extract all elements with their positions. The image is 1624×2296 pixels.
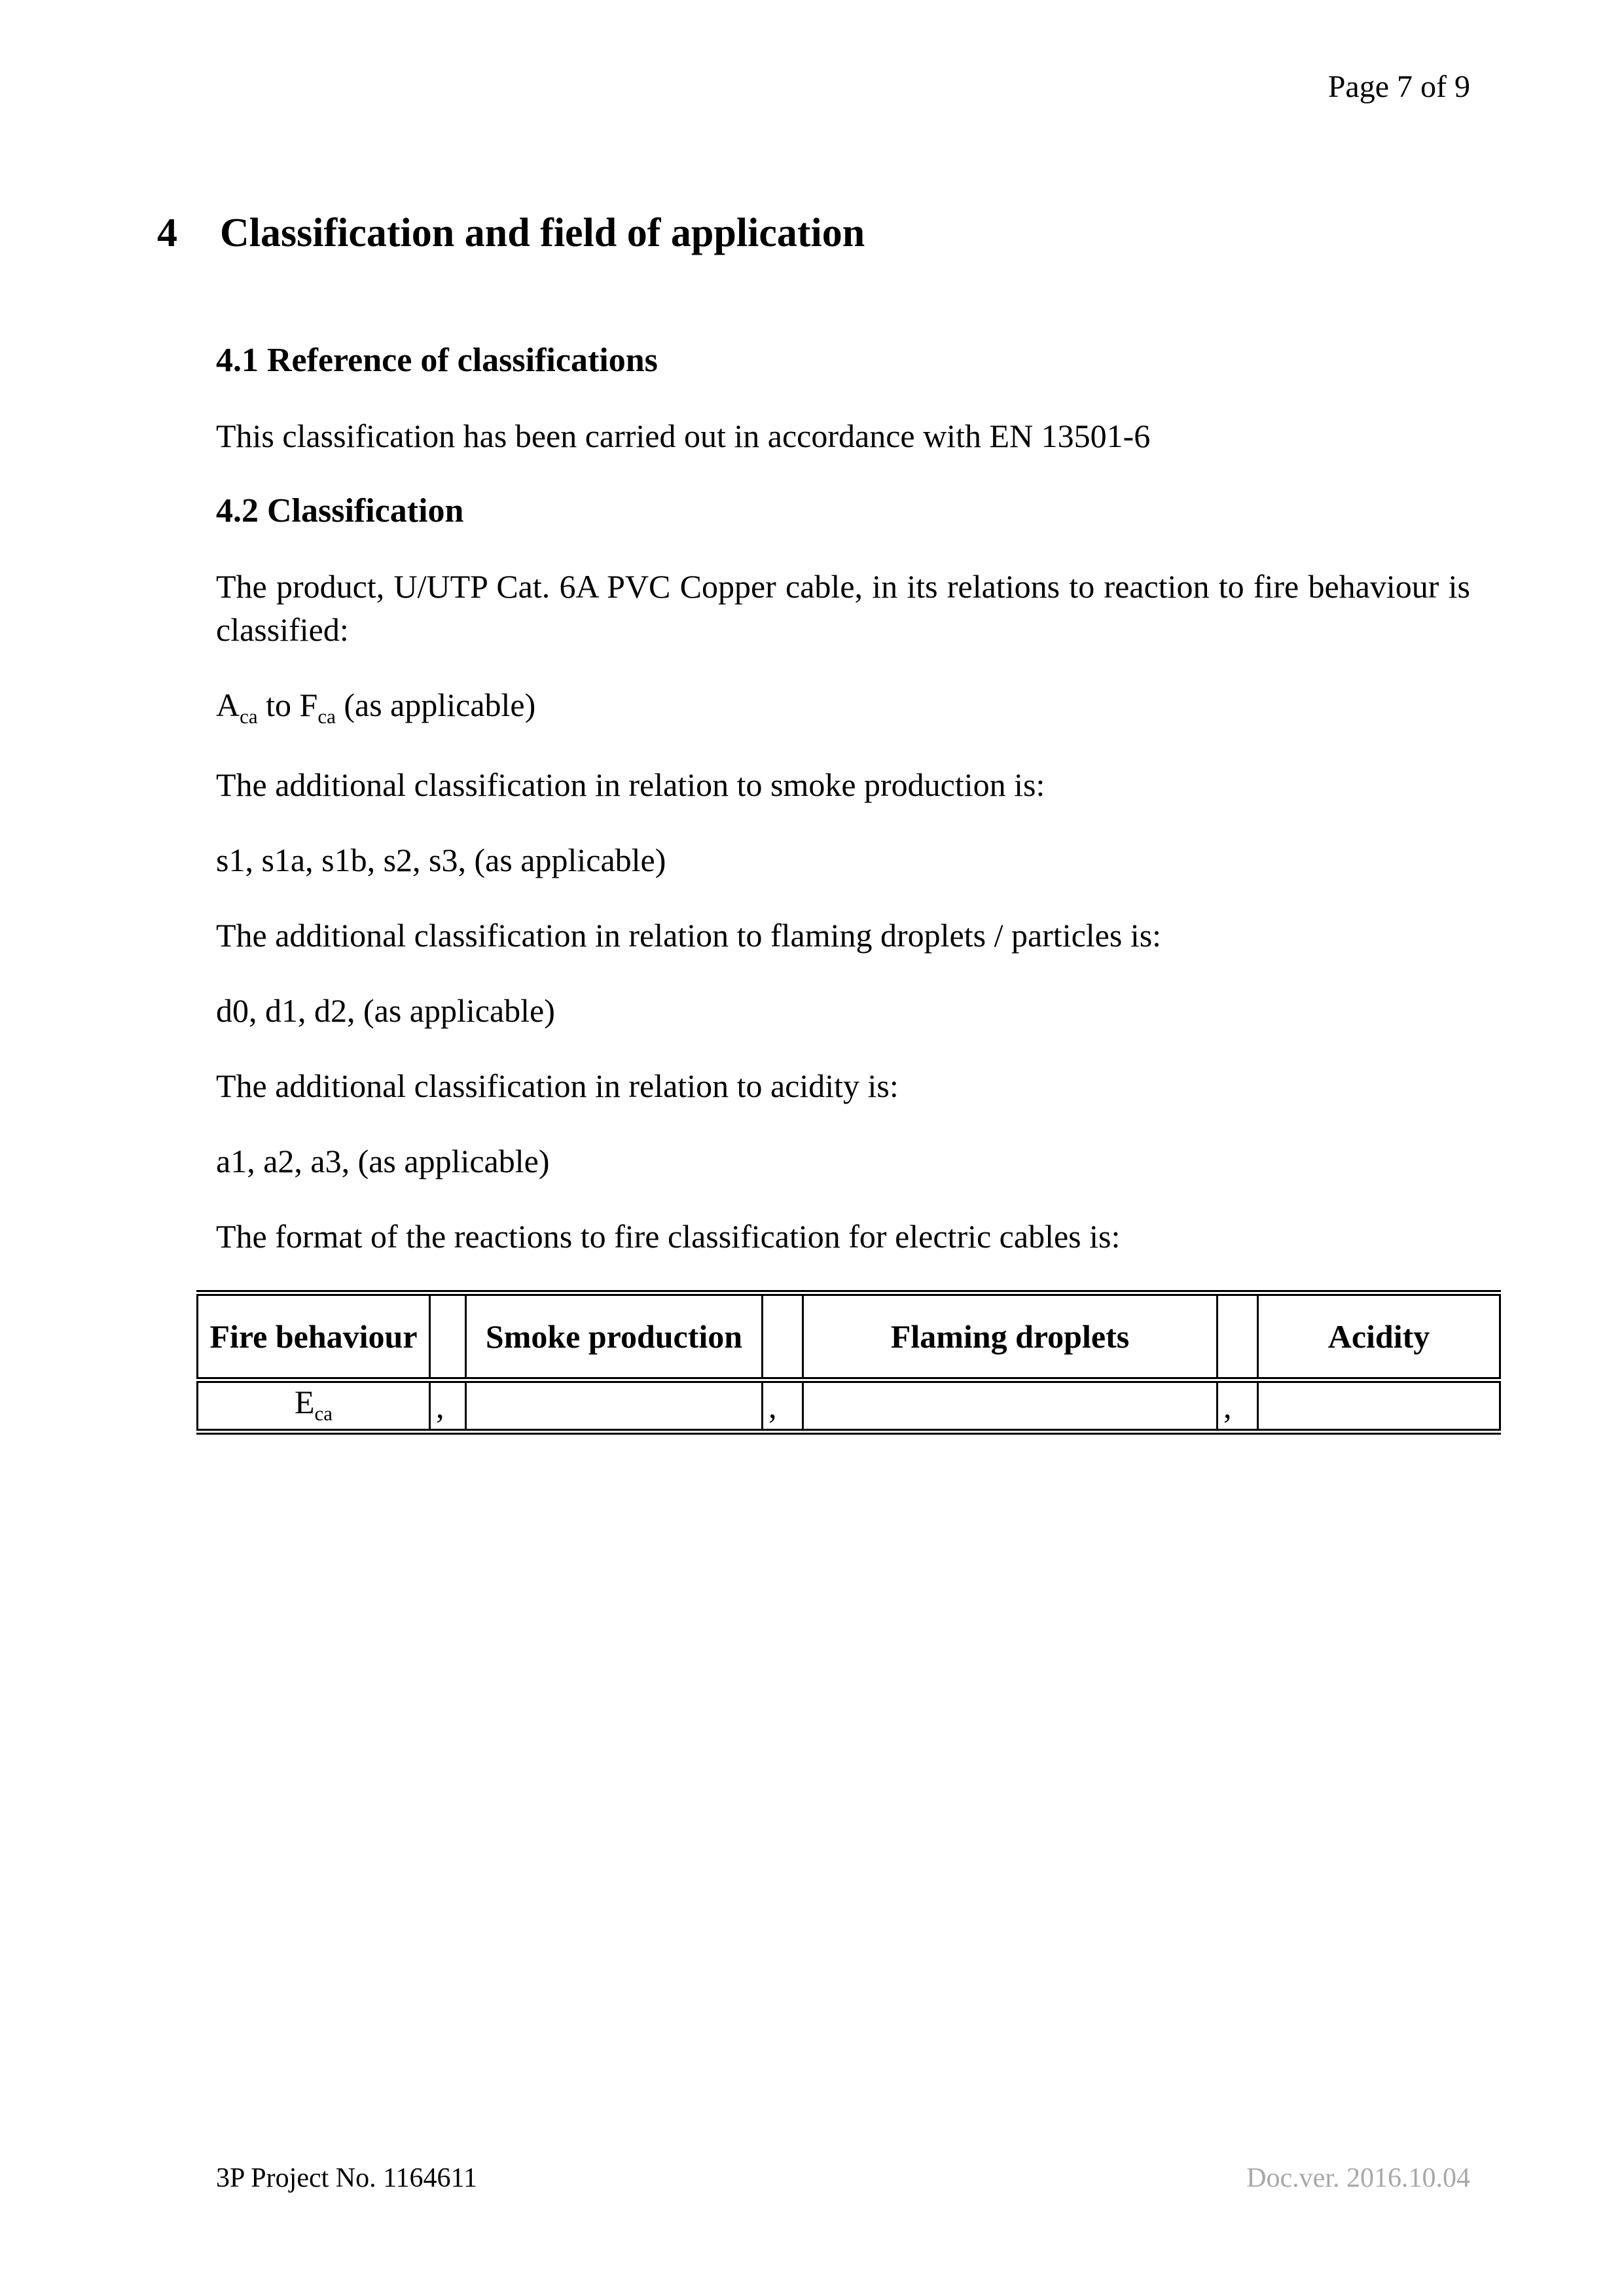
doc-version: Doc.ver. 2016.10.04: [1246, 2163, 1470, 2193]
eca-subscript: ca: [314, 1402, 333, 1425]
classification-format-table: [196, 1290, 1501, 1435]
cell-separator-comma-1: ,: [430, 1380, 466, 1432]
fire-class-mid: to F: [257, 687, 318, 723]
page-footer: [216, 2160, 1470, 2197]
col-header-separator-3: [1218, 1293, 1258, 1380]
col-header-smoke-production: Smoke production: [466, 1293, 763, 1380]
product-classified-text: The product, U/UTP Cat. 6A PVC Copper cable, in its relations to reaction to fire behaviour is classified:: [216, 568, 1470, 648]
fire-class-range-line: [216, 683, 1470, 731]
acidity-classification-values: a1, a2, a3, (as applicable): [216, 1143, 550, 1179]
eca-main: E: [294, 1384, 315, 1420]
fire-class-a-subscript: ca: [240, 705, 258, 728]
fire-class-f-subscript: ca: [317, 705, 336, 728]
format-intro-line: The format of the reactions to fire classification for electric cables is:: [216, 1218, 1121, 1255]
col-header-fire-behaviour: Fire behaviour: [198, 1293, 430, 1380]
section-title: Classification and field of application: [220, 211, 865, 255]
table-header-row: [198, 1293, 1500, 1380]
cell-separator-comma-2: ,: [763, 1380, 803, 1432]
cell-acidity-value: [1258, 1380, 1500, 1432]
cell-smoke-production-value: [466, 1380, 763, 1432]
subsection-4-1-title: 4.1 Reference of classifications: [216, 342, 658, 379]
page-number: Page 7 of 9: [1327, 69, 1470, 104]
section-number: 4: [157, 211, 177, 255]
cell-flaming-droplets-value: [803, 1380, 1218, 1432]
col-header-acidity: Acidity: [1258, 1293, 1500, 1380]
subsection-4-2-title: 4.2 Classification: [216, 492, 464, 529]
smoke-classification-values: s1, s1a, s1b, s2, s3, (as applicable): [216, 842, 666, 878]
cell-fire-behaviour-value: [198, 1380, 430, 1432]
col-header-separator-2: [763, 1293, 803, 1380]
smoke-classification-intro: The additional classification in relation to smoke production is:: [216, 766, 1045, 803]
reference-of-classifications-text: This classification has been carried out in accordance with EN 13501-6: [216, 418, 1151, 454]
acidity-classification-intro: The additional classification in relation to acidity is:: [216, 1067, 899, 1104]
fire-class-tail: (as applicable): [335, 687, 536, 723]
table-data-row: [198, 1380, 1500, 1432]
project-number: 3P Project No. 1164611: [216, 2163, 477, 2193]
fire-class-a: A: [216, 687, 240, 723]
cell-separator-comma-3: ,: [1218, 1380, 1258, 1432]
col-header-flaming-droplets: Flaming droplets: [803, 1293, 1218, 1380]
section-heading: [157, 207, 1470, 259]
droplets-classification-values: d0, d1, d2, (as applicable): [216, 992, 555, 1029]
col-header-separator-1: [430, 1293, 466, 1380]
droplets-classification-intro: The additional classification in relation to flaming droplets / particles is:: [216, 917, 1162, 954]
